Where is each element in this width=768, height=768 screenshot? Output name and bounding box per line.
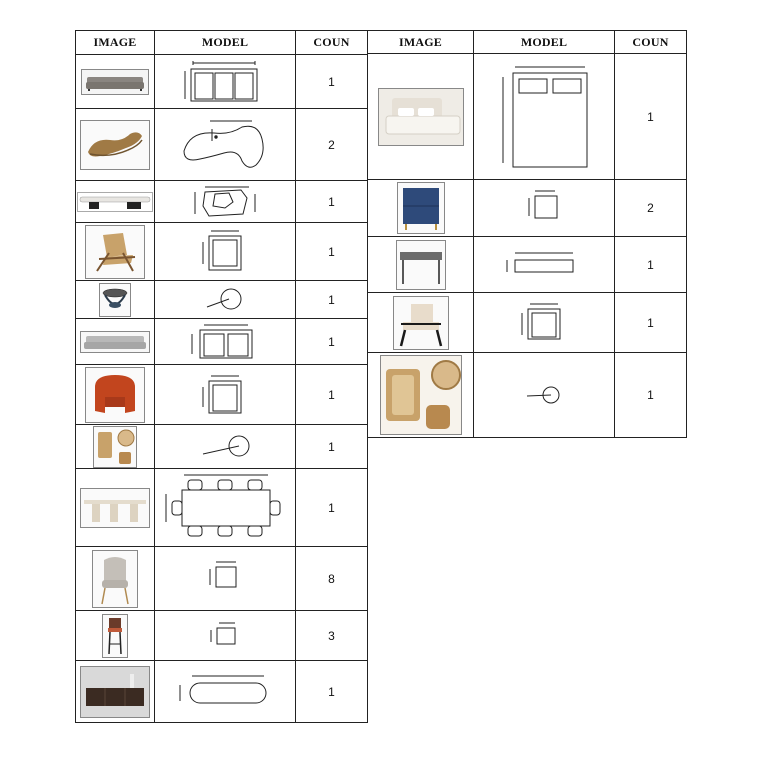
rattan-lounge-chair-photo (85, 225, 145, 279)
nightstand-plan (519, 188, 569, 228)
product-photo-cell (76, 109, 155, 181)
model-drawing-cell (155, 469, 296, 547)
table-row (76, 661, 368, 723)
orange-armchair-photo (85, 367, 145, 423)
bar-stool-plan (203, 620, 247, 652)
round-side-table-photo (99, 283, 131, 317)
product-photo-cell (368, 237, 474, 293)
model-drawing-cell (155, 281, 296, 319)
header-model: MODEL (474, 31, 615, 54)
product-photo-cell (368, 54, 474, 180)
table-row (368, 237, 687, 293)
count-cell: 1 (296, 223, 368, 281)
header-image: IMAGE (368, 31, 474, 54)
table-row (76, 55, 368, 109)
count-cell: 1 (615, 293, 687, 353)
sideboard-plan (170, 673, 280, 711)
model-drawing-cell (474, 180, 615, 237)
count-cell: 1 (296, 469, 368, 547)
table-row (76, 469, 368, 547)
table-row (76, 425, 368, 469)
product-photo-cell (368, 353, 474, 438)
console-desk-plan (499, 250, 589, 280)
product-photo-cell (76, 661, 155, 723)
model-drawing-cell (155, 547, 296, 611)
model-drawing-cell (474, 237, 615, 293)
count-cell: 1 (296, 661, 368, 723)
dining-table-plan (160, 472, 290, 544)
model-drawing-cell (155, 365, 296, 425)
side-table-plan (195, 285, 255, 315)
count-cell: 2 (296, 109, 368, 181)
blue-nightstand-photo (397, 182, 445, 234)
table-row (368, 180, 687, 237)
left-schedule-table (75, 30, 368, 723)
product-photo-cell (76, 365, 155, 425)
header-count: COUN (615, 31, 687, 54)
dining-chair-plan (200, 559, 250, 599)
left-header-row (76, 31, 368, 55)
count-cell: 1 (615, 353, 687, 438)
table-row (76, 109, 368, 181)
coffee-table-plan (185, 184, 265, 220)
table-row (368, 353, 687, 438)
product-photo-cell (76, 55, 155, 109)
model-drawing-cell (155, 109, 296, 181)
grey-sofa-photo (80, 331, 150, 353)
model-drawing-cell (155, 661, 296, 723)
count-cell: 1 (615, 237, 687, 293)
wood-armchair-photo (393, 296, 449, 350)
marble-coffee-table-photo (77, 192, 153, 212)
model-drawing-cell (474, 293, 615, 353)
curved-sofa-photo (80, 120, 150, 170)
table-row (76, 547, 368, 611)
product-photo-cell (76, 181, 155, 223)
product-photo-cell (76, 547, 155, 611)
model-drawing-cell (155, 611, 296, 661)
model-drawing-cell (155, 425, 296, 469)
product-photo-cell (76, 223, 155, 281)
product-photo-cell (76, 425, 155, 469)
count-cell: 1 (296, 425, 368, 469)
wood-armchair-plan (514, 301, 574, 345)
table-row (76, 319, 368, 365)
count-cell: 1 (296, 55, 368, 109)
product-photo-cell (368, 293, 474, 353)
double-bed-plan (489, 63, 599, 171)
count-cell: 3 (296, 611, 368, 661)
model-drawing-cell (155, 223, 296, 281)
count-cell: 8 (296, 547, 368, 611)
count-cell: 2 (615, 180, 687, 237)
dining-table-photo (80, 488, 150, 528)
count-cell: 1 (296, 319, 368, 365)
product-photo-cell (76, 281, 155, 319)
rattan-pendant-photo (93, 426, 137, 468)
count-cell: 1 (615, 54, 687, 180)
product-photo-cell (368, 180, 474, 237)
three-seat-sofa-photo (81, 69, 149, 95)
rattan-lamp-photo (380, 355, 462, 435)
table-row (76, 365, 368, 425)
lounge-chair-plan (195, 228, 255, 276)
rattan-lamp-plan (509, 380, 579, 410)
three-seat-sofa-plan (165, 59, 285, 105)
model-drawing-cell (155, 55, 296, 109)
right-schedule-table (367, 30, 687, 438)
model-drawing-cell (474, 54, 615, 180)
sideboard-photo (80, 666, 150, 718)
model-drawing-cell (155, 181, 296, 223)
bar-stool-photo (102, 614, 128, 658)
product-photo-cell (76, 469, 155, 547)
dining-chair-photo (92, 550, 138, 608)
product-photo-cell (76, 611, 155, 661)
header-count: COUN (296, 31, 368, 55)
count-cell: 1 (296, 181, 368, 223)
right-header-row (368, 31, 687, 54)
armchair-plan (195, 373, 255, 417)
double-bed-photo (378, 88, 464, 146)
table-row (76, 223, 368, 281)
product-photo-cell (76, 319, 155, 365)
header-image: IMAGE (76, 31, 155, 55)
pendant-plan (185, 430, 265, 464)
count-cell: 1 (296, 281, 368, 319)
curved-sofa-plan (170, 115, 280, 175)
count-cell: 1 (296, 365, 368, 425)
two-seat-sofa-plan (180, 322, 270, 362)
table-row (368, 54, 687, 180)
model-drawing-cell (474, 353, 615, 438)
console-desk-photo (396, 240, 446, 290)
table-row (368, 293, 687, 353)
table-row (76, 281, 368, 319)
table-row (76, 611, 368, 661)
header-model: MODEL (155, 31, 296, 55)
table-row (76, 181, 368, 223)
model-drawing-cell (155, 319, 296, 365)
